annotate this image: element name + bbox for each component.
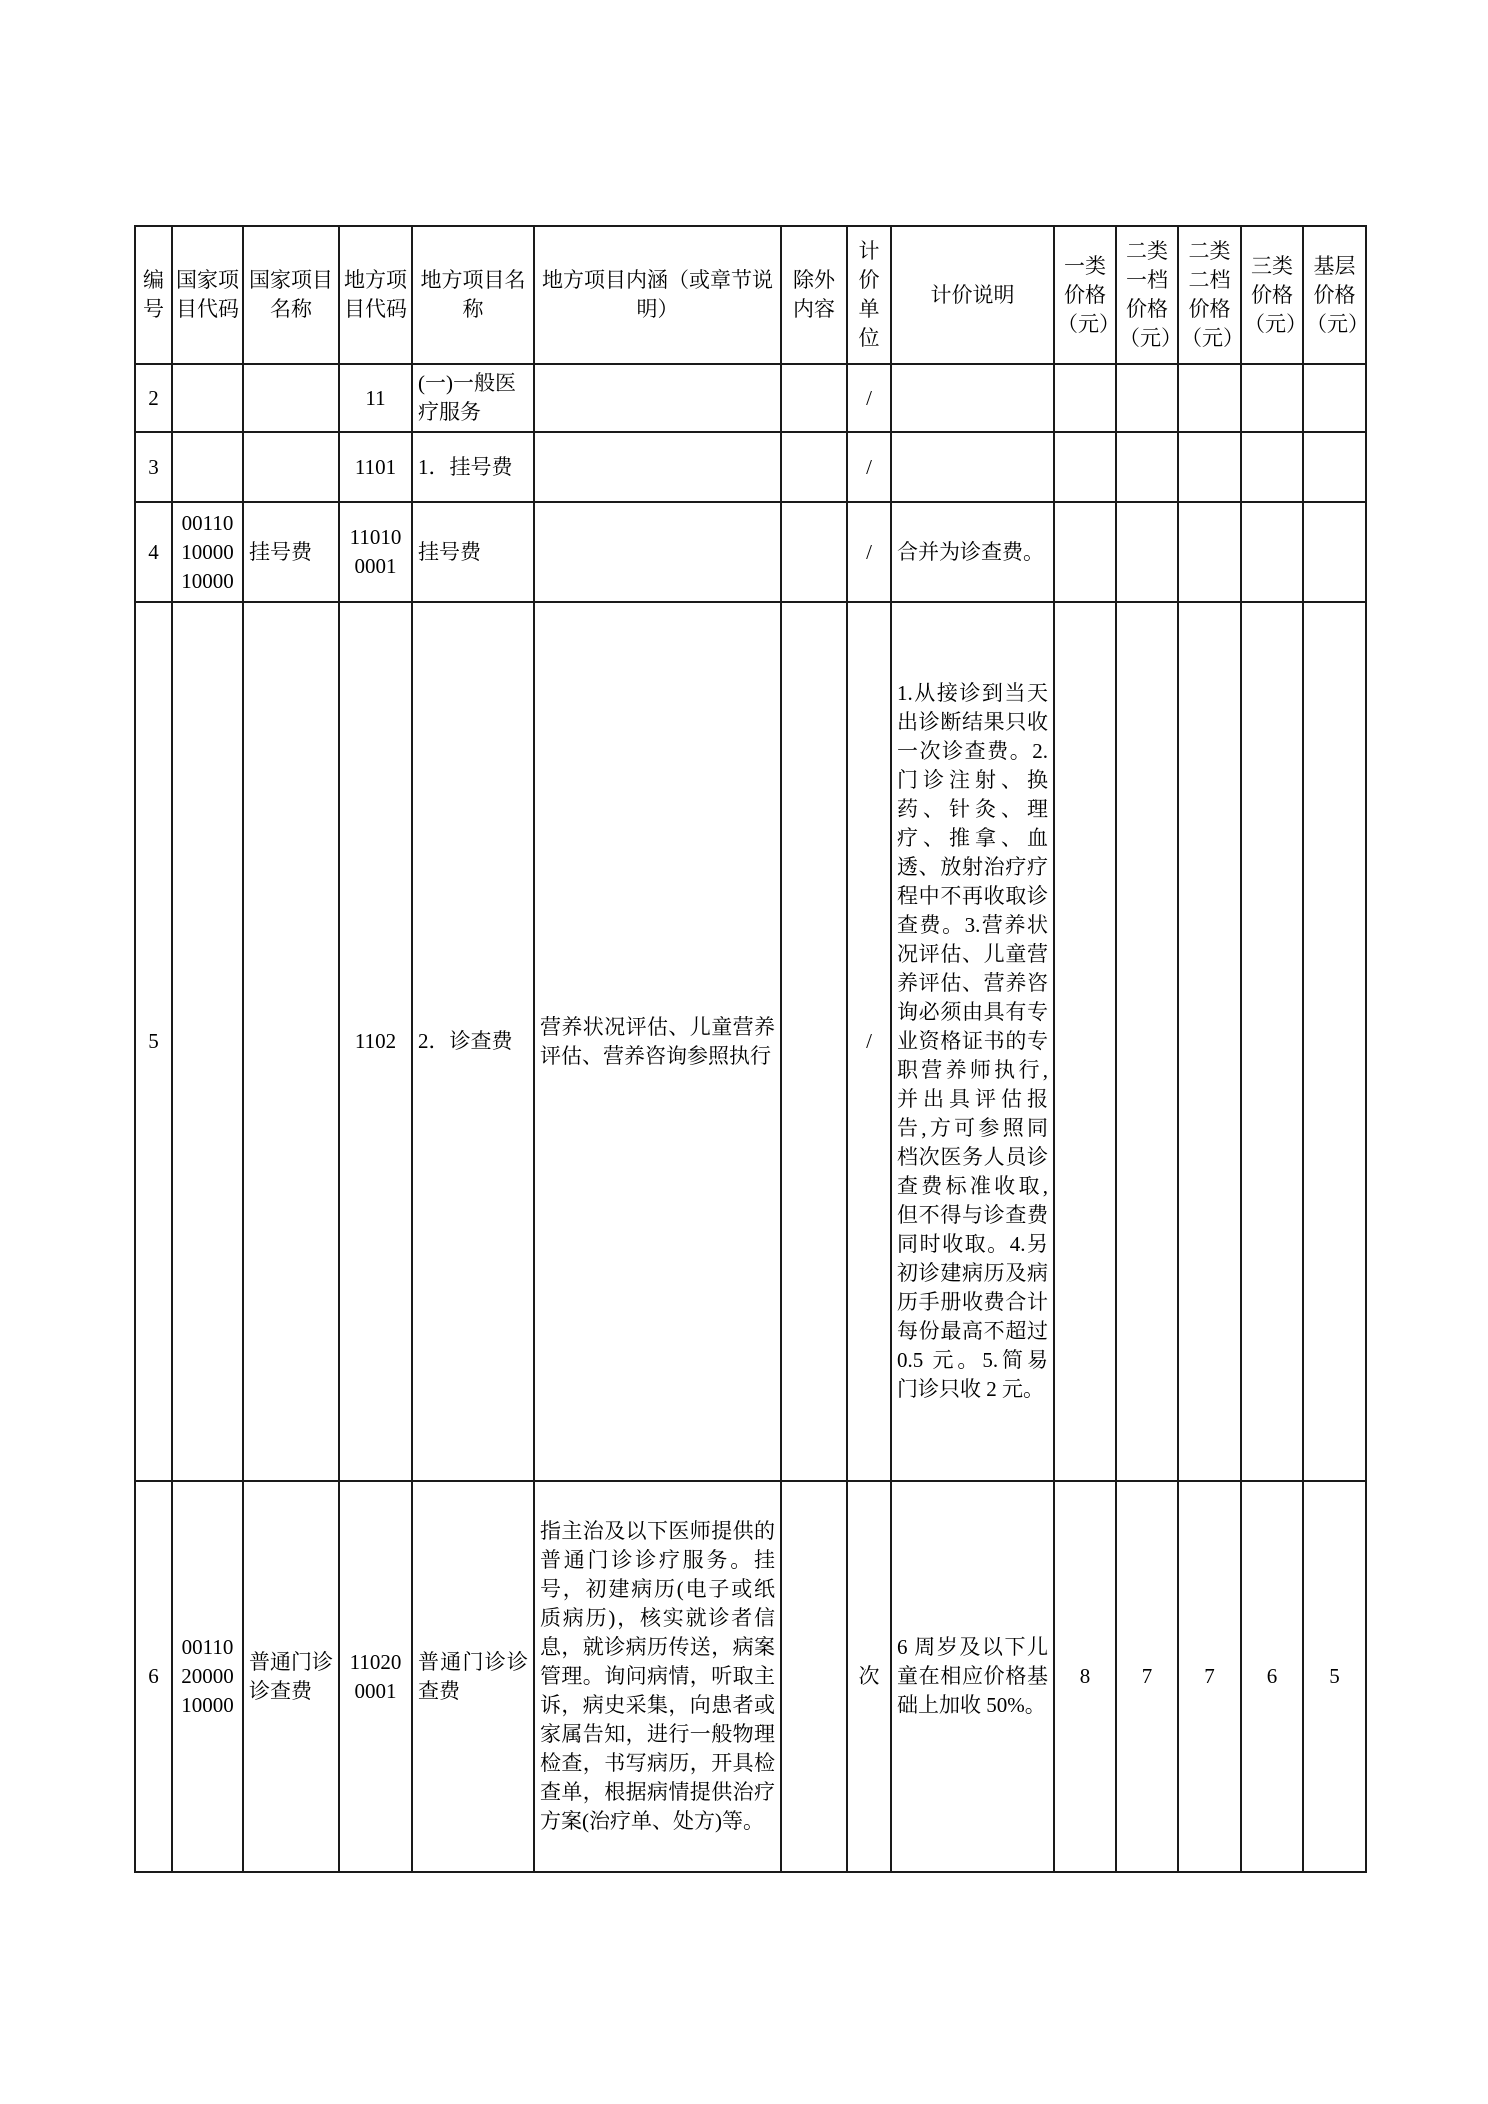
pricing-table: [134, 225, 1367, 1873]
cell-local-name: 挂号费: [412, 502, 534, 602]
table-row: [135, 364, 1366, 432]
cell-local-content: [534, 502, 781, 602]
cell-no: 6: [135, 1481, 172, 1872]
cell-price-base: [1303, 364, 1366, 432]
cell-pricing-note: [891, 364, 1054, 432]
cell-local-content: 营养状况评估、儿童营养评估、营养咨询参照执行: [534, 602, 781, 1481]
cell-unit: /: [847, 602, 891, 1481]
col-header-excluded: 除外内容: [781, 226, 847, 364]
col-header-price-class2-tier2: 二类二档价格（元）: [1178, 226, 1241, 364]
cell-price-class2-tier2: [1178, 502, 1241, 602]
col-header-price-class1: 一类价格（元）: [1054, 226, 1116, 364]
cell-price-class2-tier1: [1116, 502, 1178, 602]
cell-national-name: 普通门诊诊查费: [243, 1481, 339, 1872]
col-header-national-name: 国家项目名称: [243, 226, 339, 364]
cell-price-class2-tier1: [1116, 364, 1178, 432]
cell-price-class3: 6: [1241, 1481, 1303, 1872]
cell-pricing-note: 6 周岁及以下儿童在相应价格基础上加收 50%。: [891, 1481, 1054, 1872]
cell-price-class2-tier2: [1178, 602, 1241, 1481]
cell-national-code: [172, 364, 243, 432]
cell-local-code: 11010 0001: [339, 502, 412, 602]
cell-price-class3: [1241, 502, 1303, 602]
cell-price-class1: 8: [1054, 1481, 1116, 1872]
cell-local-content: [534, 432, 781, 502]
table-row: [135, 1481, 1366, 1872]
cell-national-name: 挂号费: [243, 502, 339, 602]
cell-local-code: 11020 0001: [339, 1481, 412, 1872]
cell-excluded: [781, 432, 847, 502]
cell-local-name: 1．挂号费: [412, 432, 534, 502]
cell-national-name: [243, 364, 339, 432]
cell-national-code: [172, 432, 243, 502]
cell-price-base: [1303, 502, 1366, 602]
cell-local-name: 2．诊查费: [412, 602, 534, 1481]
cell-local-content: [534, 364, 781, 432]
col-header-price-base: 基层价格（元）: [1303, 226, 1366, 364]
cell-unit: /: [847, 502, 891, 602]
cell-national-code: [172, 602, 243, 1481]
cell-local-content: 指主治及以下医师提供的普通门诊诊疗服务。挂号，初建病历(电子或纸质病历)，核实就诊者信息，就诊病历传送，病案管理。询问病情，听取主诉，病史采集，向患者或家属告知，进行一般物理检查，书写病历，开具检查单，根据病情提供治疗方案(治疗单、处方)等。: [534, 1481, 781, 1872]
cell-pricing-note: 1.从接诊到当天出诊断结果只收一次诊查费。2.门诊注射、换药、针灸、理疗、推拿、血透、放射治疗疗程中不再收取诊查费。3.营养状况评估、儿童营养评估、营养咨询必须由具有专业资格证书的专职营养师执行,并出具评估报告,方可参照同档次医务人员诊查费标准收取,但不得与诊查费同时收取。4.另初诊建病历及病历手册收费合计每份最高不超过 0.5 元。5.简易门诊只收 2 元。: [891, 602, 1054, 1481]
cell-no: 2: [135, 364, 172, 432]
cell-price-class2-tier2: [1178, 364, 1241, 432]
cell-price-base: [1303, 602, 1366, 1481]
cell-excluded: [781, 1481, 847, 1872]
col-header-national-code: 国家项目代码: [172, 226, 243, 364]
cell-local-name: 普通门诊诊查费: [412, 1481, 534, 1872]
table-row: [135, 602, 1366, 1481]
col-header-price-class2-tier1: 二类一档价格（元）: [1116, 226, 1178, 364]
cell-price-class3: [1241, 602, 1303, 1481]
cell-no: 5: [135, 602, 172, 1481]
cell-pricing-note: [891, 432, 1054, 502]
table-sheet: [134, 225, 1367, 1873]
cell-national-code: 00110 10000 10000: [172, 502, 243, 602]
col-header-local-content: 地方项目内涵（或章节说明）: [534, 226, 781, 364]
col-header-price-class3: 三类价格（元）: [1241, 226, 1303, 364]
cell-local-code: 1102: [339, 602, 412, 1481]
col-header-no: 编号: [135, 226, 172, 364]
cell-pricing-note: 合并为诊查费。: [891, 502, 1054, 602]
col-header-local-name: 地方项目名称: [412, 226, 534, 364]
cell-national-name: [243, 602, 339, 1481]
col-header-pricing-note: 计价说明: [891, 226, 1054, 364]
cell-price-class3: [1241, 432, 1303, 502]
header-row: [135, 226, 1366, 364]
cell-price-class1: [1054, 432, 1116, 502]
cell-local-code: 11: [339, 364, 412, 432]
cell-price-class2-tier1: [1116, 602, 1178, 1481]
cell-no: 4: [135, 502, 172, 602]
cell-local-code: 1101: [339, 432, 412, 502]
cell-unit: /: [847, 432, 891, 502]
col-header-local-code: 地方项目代码: [339, 226, 412, 364]
cell-price-class2-tier2: 7: [1178, 1481, 1241, 1872]
cell-price-class2-tier2: [1178, 432, 1241, 502]
cell-price-base: 5: [1303, 1481, 1366, 1872]
table-row: [135, 502, 1366, 602]
cell-price-class2-tier1: 7: [1116, 1481, 1178, 1872]
cell-price-class1: [1054, 602, 1116, 1481]
cell-price-class2-tier1: [1116, 432, 1178, 502]
cell-excluded: [781, 364, 847, 432]
cell-excluded: [781, 502, 847, 602]
table-row: [135, 432, 1366, 502]
cell-price-class1: [1054, 502, 1116, 602]
cell-national-code: 00110 20000 10000: [172, 1481, 243, 1872]
col-header-unit: 计价单位: [847, 226, 891, 364]
cell-price-base: [1303, 432, 1366, 502]
cell-unit: /: [847, 364, 891, 432]
cell-no: 3: [135, 432, 172, 502]
cell-price-class3: [1241, 364, 1303, 432]
cell-local-name: (一)一般医疗服务: [412, 364, 534, 432]
cell-price-class1: [1054, 364, 1116, 432]
cell-excluded: [781, 602, 847, 1481]
cell-unit: 次: [847, 1481, 891, 1872]
cell-national-name: [243, 432, 339, 502]
